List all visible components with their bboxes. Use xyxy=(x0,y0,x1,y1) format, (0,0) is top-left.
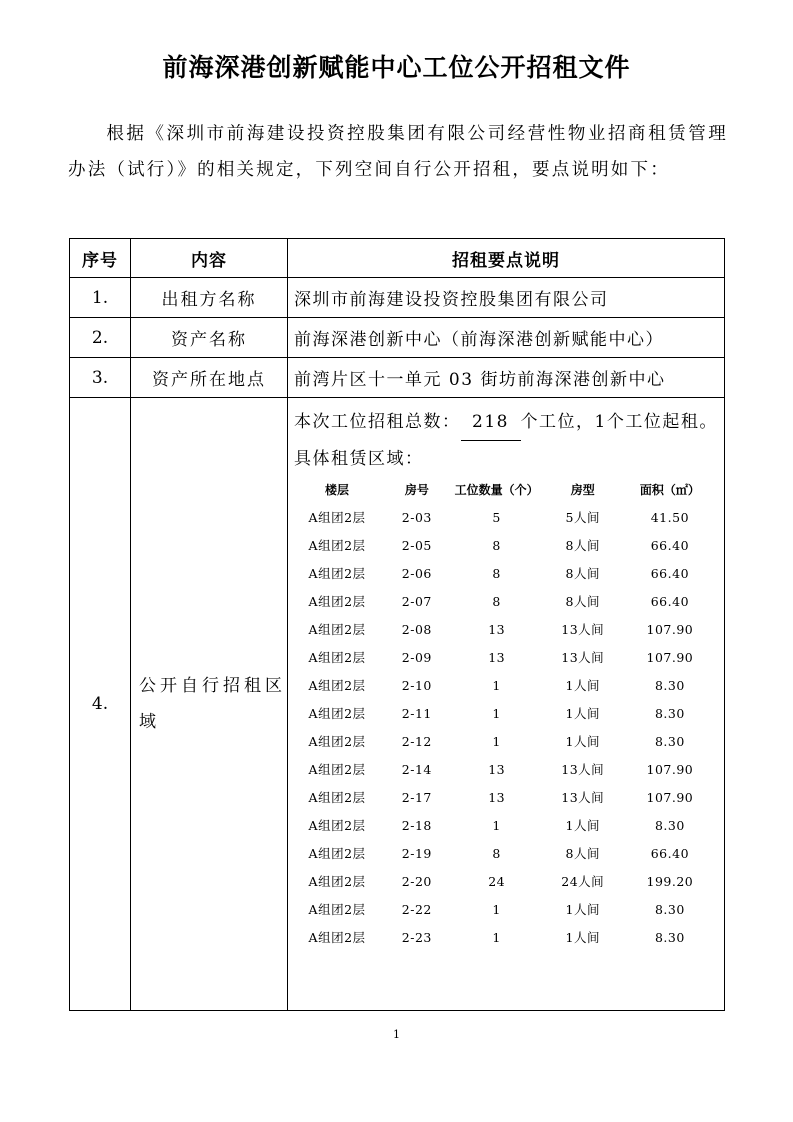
sub-type: 13人间 xyxy=(561,790,605,805)
sub-type: 1人间 xyxy=(565,930,600,945)
sub-count: 13 xyxy=(488,789,506,805)
sub-type: 5人间 xyxy=(565,510,600,525)
rental-area-list xyxy=(294,481,714,951)
sub-room: 2-14 xyxy=(401,761,432,777)
sub-count: 1 xyxy=(492,705,501,721)
sub-area: 66.40 xyxy=(650,565,690,581)
sub-type: 8人间 xyxy=(565,594,600,609)
sub-area: 107.90 xyxy=(646,621,694,637)
sub-type: 13人间 xyxy=(561,762,605,777)
sub-header-area: 面积（㎡） xyxy=(639,483,700,497)
sub-floor: A组团2层 xyxy=(308,538,366,553)
sub-area: 8.30 xyxy=(654,901,685,917)
sub-floor: A组团2层 xyxy=(308,762,366,777)
sub-area: 107.90 xyxy=(646,789,694,805)
list-item xyxy=(294,671,714,699)
sub-floor: A组团2层 xyxy=(308,818,366,833)
sub-floor: A组团2层 xyxy=(308,622,366,637)
total-suffix: 个工位，1个工位起租。 xyxy=(520,412,718,432)
sub-count: 5 xyxy=(492,509,501,525)
sub-area: 66.40 xyxy=(650,593,690,609)
sub-room: 2-12 xyxy=(401,733,432,749)
list-item xyxy=(294,587,714,615)
sub-type: 24人间 xyxy=(561,874,605,889)
list-item xyxy=(294,755,714,783)
row-item: 公开自行招租区域 xyxy=(131,398,288,1011)
sub-type: 1人间 xyxy=(565,818,600,833)
total-value: 218 xyxy=(461,404,521,441)
list-item xyxy=(294,643,714,671)
sub-room: 2-03 xyxy=(401,509,432,525)
list-item xyxy=(294,531,714,559)
list-item xyxy=(294,503,714,531)
header-desc: 招租要点说明 xyxy=(288,239,725,278)
row-item: 出租方名称 xyxy=(131,278,288,318)
rental-points-table xyxy=(69,238,725,1011)
sub-count: 1 xyxy=(492,817,501,833)
sub-room: 2-17 xyxy=(401,789,432,805)
sub-area: 8.30 xyxy=(654,817,685,833)
sub-floor: A组团2层 xyxy=(308,706,366,721)
sub-type: 1人间 xyxy=(565,902,600,917)
list-item xyxy=(294,615,714,643)
list-item xyxy=(294,895,714,923)
sub-floor: A组团2层 xyxy=(308,510,366,525)
sub-type: 1人间 xyxy=(565,734,600,749)
sub-room: 2-06 xyxy=(401,565,432,581)
page-number: 1 xyxy=(393,1028,400,1041)
sub-room: 2-07 xyxy=(401,593,432,609)
table-row xyxy=(70,318,725,358)
sub-count: 13 xyxy=(488,621,506,637)
sub-floor: A组团2层 xyxy=(308,594,366,609)
sub-header-type: 房型 xyxy=(570,483,595,497)
row-no: 4. xyxy=(70,398,131,1011)
sub-type: 8人间 xyxy=(565,538,600,553)
sub-count: 13 xyxy=(488,649,506,665)
total-line xyxy=(294,404,720,441)
sub-header-count: 工位数量（个） xyxy=(454,483,539,497)
sub-count: 1 xyxy=(492,929,501,945)
area-label: 具体租赁区域： xyxy=(294,449,424,469)
sub-room: 2-22 xyxy=(401,901,432,917)
list-item xyxy=(294,559,714,587)
sub-floor: A组团2层 xyxy=(308,874,366,889)
sub-type: 1人间 xyxy=(565,678,600,693)
sub-header-room: 房号 xyxy=(404,483,429,497)
sub-floor: A组团2层 xyxy=(308,566,366,581)
sub-count: 13 xyxy=(488,761,506,777)
row-desc: 深圳市前海建设投资控股集团有限公司 xyxy=(288,278,725,318)
sub-room: 2-18 xyxy=(401,817,432,833)
row-no: 2. xyxy=(70,318,131,358)
table-row xyxy=(70,358,725,398)
sub-area: 8.30 xyxy=(654,733,685,749)
list-item xyxy=(294,923,714,951)
sub-count: 1 xyxy=(492,677,501,693)
sub-count: 24 xyxy=(488,873,506,889)
list-item xyxy=(294,783,714,811)
sub-header-floor: 楼层 xyxy=(325,483,350,497)
sub-floor: A组团2层 xyxy=(308,678,366,693)
sub-area: 107.90 xyxy=(646,649,694,665)
table-row-area xyxy=(70,398,725,1011)
sub-area: 66.40 xyxy=(650,845,690,861)
sub-count: 8 xyxy=(492,845,501,861)
header-item: 内容 xyxy=(131,239,288,278)
sub-floor: A组团2层 xyxy=(308,650,366,665)
list-item xyxy=(294,699,714,727)
row-desc: 前湾片区十一单元 03 街坊前海深港创新中心 xyxy=(288,358,725,398)
sub-type: 8人间 xyxy=(565,566,600,581)
intro-paragraph xyxy=(68,116,728,188)
sub-type: 13人间 xyxy=(561,622,605,637)
header-no: 序号 xyxy=(70,239,131,278)
sub-area: 8.30 xyxy=(654,677,685,693)
table-header-row xyxy=(70,239,725,278)
sub-count: 8 xyxy=(492,565,501,581)
sub-room: 2-20 xyxy=(401,873,432,889)
row-item: 资产所在地点 xyxy=(131,358,288,398)
sub-floor: A组团2层 xyxy=(308,734,366,749)
area-detail-cell xyxy=(288,398,725,1011)
document-title: 前海深港创新赋能中心工位公开招租文件 xyxy=(162,53,631,82)
sub-floor: A组团2层 xyxy=(308,930,366,945)
sub-header-row xyxy=(294,481,714,503)
sub-count: 1 xyxy=(492,733,501,749)
sub-floor: A组团2层 xyxy=(308,846,366,861)
sub-count: 8 xyxy=(492,593,501,609)
sub-floor: A组团2层 xyxy=(308,790,366,805)
sub-room: 2-09 xyxy=(401,649,432,665)
sub-room: 2-08 xyxy=(401,621,432,637)
sub-area: 8.30 xyxy=(654,705,685,721)
table-row xyxy=(70,278,725,318)
sub-type: 1人间 xyxy=(565,706,600,721)
sub-room: 2-23 xyxy=(401,929,432,945)
row-no: 3. xyxy=(70,358,131,398)
sub-area: 66.40 xyxy=(650,537,690,553)
sub-room: 2-05 xyxy=(401,537,432,553)
sub-count: 1 xyxy=(492,901,501,917)
row-item: 资产名称 xyxy=(131,318,288,358)
sub-area: 107.90 xyxy=(646,761,694,777)
total-prefix: 本次工位招租总数： xyxy=(294,412,461,432)
sub-area: 8.30 xyxy=(654,929,685,945)
list-item xyxy=(294,727,714,755)
sub-room: 2-11 xyxy=(401,705,432,721)
sub-room: 2-19 xyxy=(401,845,432,861)
sub-type: 8人间 xyxy=(565,846,600,861)
sub-room: 2-10 xyxy=(401,677,432,693)
sub-area: 199.20 xyxy=(646,873,694,889)
sub-type: 13人间 xyxy=(561,650,605,665)
intro-text: 根据《深圳市前海建设投资控股集团有限公司经营性物业招商租赁管理办法（试行）》的相关规定，下列空间自行公开招租，要点说明如下： xyxy=(68,124,728,180)
sub-area: 41.50 xyxy=(650,509,690,525)
row-desc: 前海深港创新中心（前海深港创新赋能中心） xyxy=(288,318,725,358)
sub-count: 8 xyxy=(492,537,501,553)
list-item xyxy=(294,811,714,839)
list-item xyxy=(294,867,714,895)
row-no: 1. xyxy=(70,278,131,318)
sub-floor: A组团2层 xyxy=(308,902,366,917)
list-item xyxy=(294,839,714,867)
